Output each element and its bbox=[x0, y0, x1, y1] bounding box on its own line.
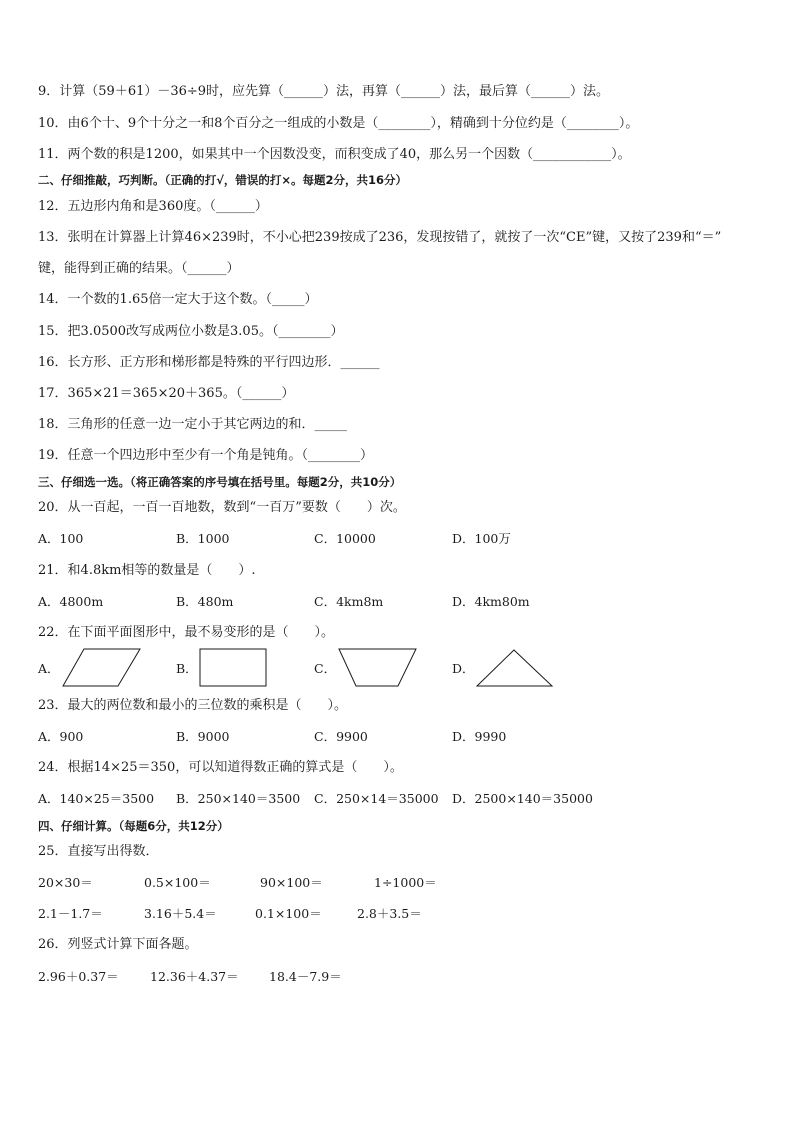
q22-option-a: A． bbox=[38, 661, 60, 676]
question-24: 24．根据14×25＝350，可以知道得数正确的算式是（ ）。 bbox=[38, 760, 403, 775]
question-23: 23．最大的两位数和最小的三位数的乘积是（ ）。 bbox=[38, 698, 348, 713]
calc-item: 2.96＋0.37＝ bbox=[38, 969, 119, 984]
question-10: 10．由6个十、9个十分之一和8个百分之一组成的小数是（________），精确到十分位约是（________）。 bbox=[38, 116, 639, 131]
q24-option-c: C．250×14＝35000 bbox=[314, 791, 439, 806]
question-22: 22．在下面平面图形中，最不易变形的是（ ）。 bbox=[38, 625, 335, 640]
calc-item: 0.1×100＝ bbox=[255, 906, 322, 921]
section-3-heading: 三、仔细选一选。（将正确答案的序号填在括号里。每题2分，共10分） bbox=[38, 475, 402, 489]
q20-option-c: C．10000 bbox=[314, 531, 376, 546]
triangle-shape bbox=[476, 649, 554, 689]
q21-option-c: C．4km8m bbox=[314, 594, 384, 609]
parallelogram-shape bbox=[62, 648, 142, 688]
question-13-line1: 13．张明在计算器上计算46×239时，不小心把239按成了236，发现按错了，就按了一次“CE”键，又按了239和“＝” bbox=[38, 230, 722, 245]
trapezoid-shape bbox=[338, 648, 418, 688]
question-25: 25．直接写出得数． bbox=[38, 844, 159, 859]
calc-item: 18.4－7.9＝ bbox=[269, 969, 342, 984]
q22-option-c: C． bbox=[314, 661, 337, 676]
q22-option-b: B． bbox=[176, 661, 198, 676]
q23-option-b: B．9000 bbox=[176, 729, 230, 744]
calc-item: 12.36＋4.37＝ bbox=[150, 969, 239, 984]
question-9: 9．计算（59＋61）－36÷9时，应先算（______）法，再算（______）法，最后算（______）法。 bbox=[38, 84, 610, 99]
calc-item: 1÷1000＝ bbox=[374, 875, 437, 890]
q21-option-a: A．4800m bbox=[38, 594, 104, 609]
q21-option-b: B．480m bbox=[176, 594, 234, 609]
calc-item: 2.8＋3.5＝ bbox=[357, 906, 422, 921]
question-11: 11．两个数的积是1200，如果其中一个因数没变，而积变成了40，那么另一个因数（____________）。 bbox=[38, 147, 631, 162]
question-17: 17．365×21＝365×20＋365。（______） bbox=[38, 386, 295, 401]
question-18: 18．三角形的任意一边一定小于其它两边的和．_____ bbox=[38, 417, 348, 432]
q22-option-d: D． bbox=[452, 661, 475, 676]
q20-option-a: A．100 bbox=[38, 531, 84, 546]
q23-option-d: D．9990 bbox=[452, 729, 507, 744]
rectangle-shape bbox=[199, 648, 269, 688]
q23-option-c: C．9900 bbox=[314, 729, 368, 744]
q21-option-d: D．4km80m bbox=[452, 594, 530, 609]
calc-item: 2.1－1.7＝ bbox=[38, 906, 103, 921]
question-14: 14．一个数的1.65倍一定大于这个数。（_____） bbox=[38, 292, 318, 307]
question-12: 12．五边形内角和是360度。（______） bbox=[38, 199, 268, 214]
q24-option-a: A．140×25＝3500 bbox=[38, 791, 155, 806]
q20-option-b: B．1000 bbox=[176, 531, 230, 546]
question-26: 26．列竖式计算下面各题。 bbox=[38, 937, 198, 952]
question-21: 21．和4.8km相等的数量是（ ）. bbox=[38, 563, 256, 578]
question-13-line2: 键，能得到正确的结果。（______） bbox=[38, 261, 240, 276]
q23-option-a: A．900 bbox=[38, 729, 84, 744]
section-2-heading: 二、仔细推敲，巧判断。（正确的打√，错误的打×。每题2分，共16分） bbox=[38, 173, 408, 187]
section-4-heading: 四、仔细计算。（每题6分，共12分） bbox=[38, 819, 229, 833]
q20-option-d: D．100万 bbox=[452, 531, 511, 546]
question-16: 16．长方形、正方形和梯形都是特殊的平行四边形．______ bbox=[38, 355, 380, 370]
calc-item: 90×100＝ bbox=[260, 875, 323, 890]
q24-option-d: D．2500×140＝35000 bbox=[452, 791, 593, 806]
calc-item: 3.16＋5.4＝ bbox=[144, 906, 217, 921]
calc-item: 0.5×100＝ bbox=[144, 875, 211, 890]
question-19: 19．任意一个四边形中至少有一个角是钝角。（________） bbox=[38, 448, 374, 463]
calc-item: 20×30＝ bbox=[38, 875, 93, 890]
question-20: 20．从一百起，一百一百地数，数到“一百万”要数（ ）次。 bbox=[38, 500, 406, 515]
question-15: 15．把3.0500改写成两位小数是3.05。（________） bbox=[38, 324, 344, 339]
q24-option-b: B．250×140＝3500 bbox=[176, 791, 301, 806]
